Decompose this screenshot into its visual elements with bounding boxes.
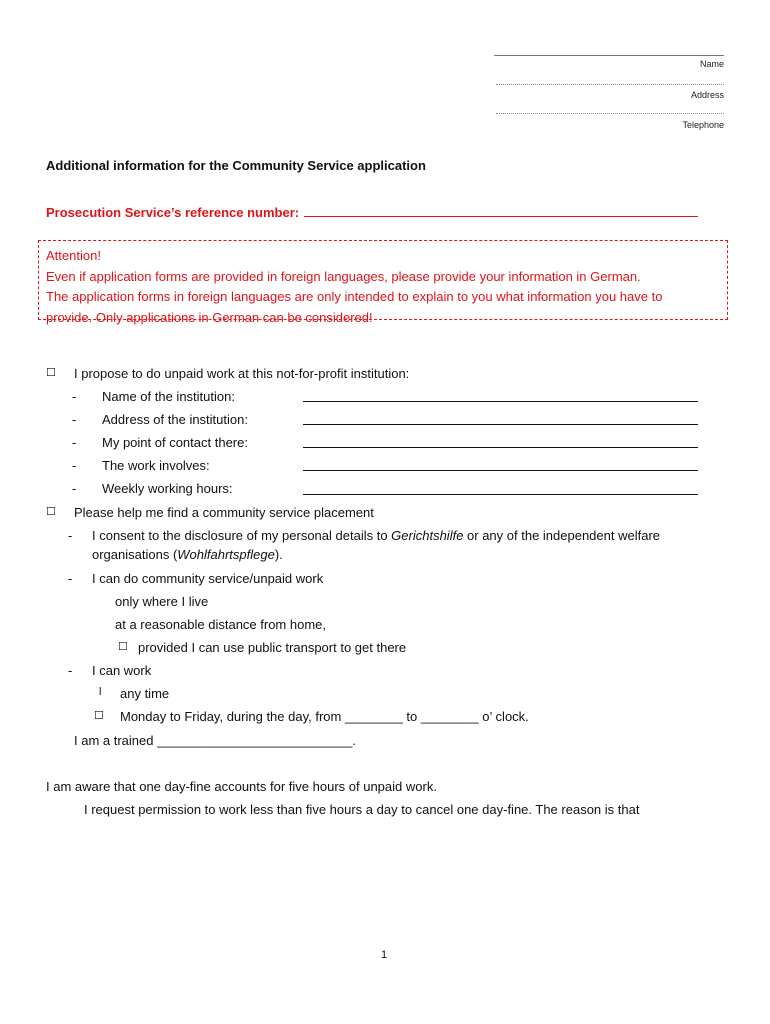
wohlfahrtspflege-term: Wohlfahrtspflege xyxy=(177,547,275,562)
reference-number-field[interactable] xyxy=(304,205,698,217)
weekly-hours-field[interactable] xyxy=(303,494,698,495)
institution-address-label: Address of the institution: xyxy=(102,412,248,427)
field-dash: - xyxy=(72,435,77,450)
reasonable-distance-option[interactable]: at a reasonable distance from home, xyxy=(115,617,327,632)
option1-checkbox[interactable]: ☐ xyxy=(46,367,56,379)
where-live-option[interactable]: only where I live xyxy=(115,594,209,609)
institution-name-field[interactable] xyxy=(303,401,698,402)
field-dash: - xyxy=(72,412,77,427)
gerichtshilfe-term: Gerichtshilfe xyxy=(391,528,464,543)
dayfine-line-1: I am aware that one day-fine accounts for five hours of unpaid work. xyxy=(46,779,437,794)
consent-line2-end: ). xyxy=(274,547,283,562)
attention-line-3: provide. Only applications in German can be considered! xyxy=(46,309,373,325)
address-line xyxy=(496,84,724,85)
institution-address-field[interactable] xyxy=(303,424,698,425)
institution-name-label: Name of the institution: xyxy=(102,389,235,404)
attention-box xyxy=(38,240,728,325)
attention-line-1: Even if application forms are provided in foreign languages, please provide your information in German. xyxy=(46,268,641,284)
work-involves-label: The work involves: xyxy=(102,458,210,473)
consent-line-2 xyxy=(92,547,283,562)
document-title: Additional information for the Community Service application xyxy=(46,158,426,173)
consent-dash: - xyxy=(68,528,73,543)
work-dash: - xyxy=(68,663,73,678)
dayfine-line-2: I request permission to work less than five hours a day to cancel one day-fine. The reason is that xyxy=(84,802,640,817)
page-number: 1 xyxy=(381,949,388,961)
weekday-text: Monday to Friday, during the day, from ________ to ________ o’ clock. xyxy=(120,709,529,724)
name-line xyxy=(494,55,724,56)
option1-text: I propose to do unpaid work at this not-for-profit institution: xyxy=(74,366,410,381)
reference-number-label: Prosecution Service’s reference number: xyxy=(46,205,300,220)
consent-text-end: or any of the independent welfare xyxy=(463,528,661,543)
attention-line-2: The application forms in foreign languages are only intended to explain to you what information you have to xyxy=(46,289,663,304)
field-dash: - xyxy=(72,389,77,404)
address-label: Address xyxy=(690,90,724,100)
weekday-checkbox[interactable]: ☐ xyxy=(94,710,104,722)
service-text: I can do community service/unpaid work xyxy=(92,571,324,586)
attention-heading: Attention! xyxy=(46,248,101,263)
contact-label: My point of contact there: xyxy=(102,435,248,450)
consent-line-1 xyxy=(92,528,660,543)
work-involves-field[interactable] xyxy=(303,470,698,471)
consent-line2-text: organisations ( xyxy=(92,547,178,562)
reference-number-row xyxy=(46,205,698,220)
field-dash: - xyxy=(72,481,77,496)
telephone-line xyxy=(496,113,724,114)
anytime-text: any time xyxy=(120,686,170,701)
anytime-checkbox[interactable]: l xyxy=(99,686,102,698)
telephone-label: Telephone xyxy=(682,120,724,130)
transport-checkbox[interactable]: ☐ xyxy=(118,641,128,653)
trained-text: I am a trained ___________________________. xyxy=(74,733,356,748)
consent-text: I consent to the disclosure of my personal details to xyxy=(92,528,392,543)
service-dash: - xyxy=(68,571,73,586)
weekly-hours-label: Weekly working hours: xyxy=(102,481,233,496)
contact-field[interactable] xyxy=(303,447,698,448)
option2-text: Please help me find a community service placement xyxy=(74,505,374,520)
work-text: I can work xyxy=(92,663,152,678)
field-dash: - xyxy=(72,458,77,473)
option2-checkbox[interactable]: ☐ xyxy=(46,506,56,518)
name-label: Name xyxy=(699,59,724,69)
transport-text: provided I can use public transport to get there xyxy=(138,640,407,655)
